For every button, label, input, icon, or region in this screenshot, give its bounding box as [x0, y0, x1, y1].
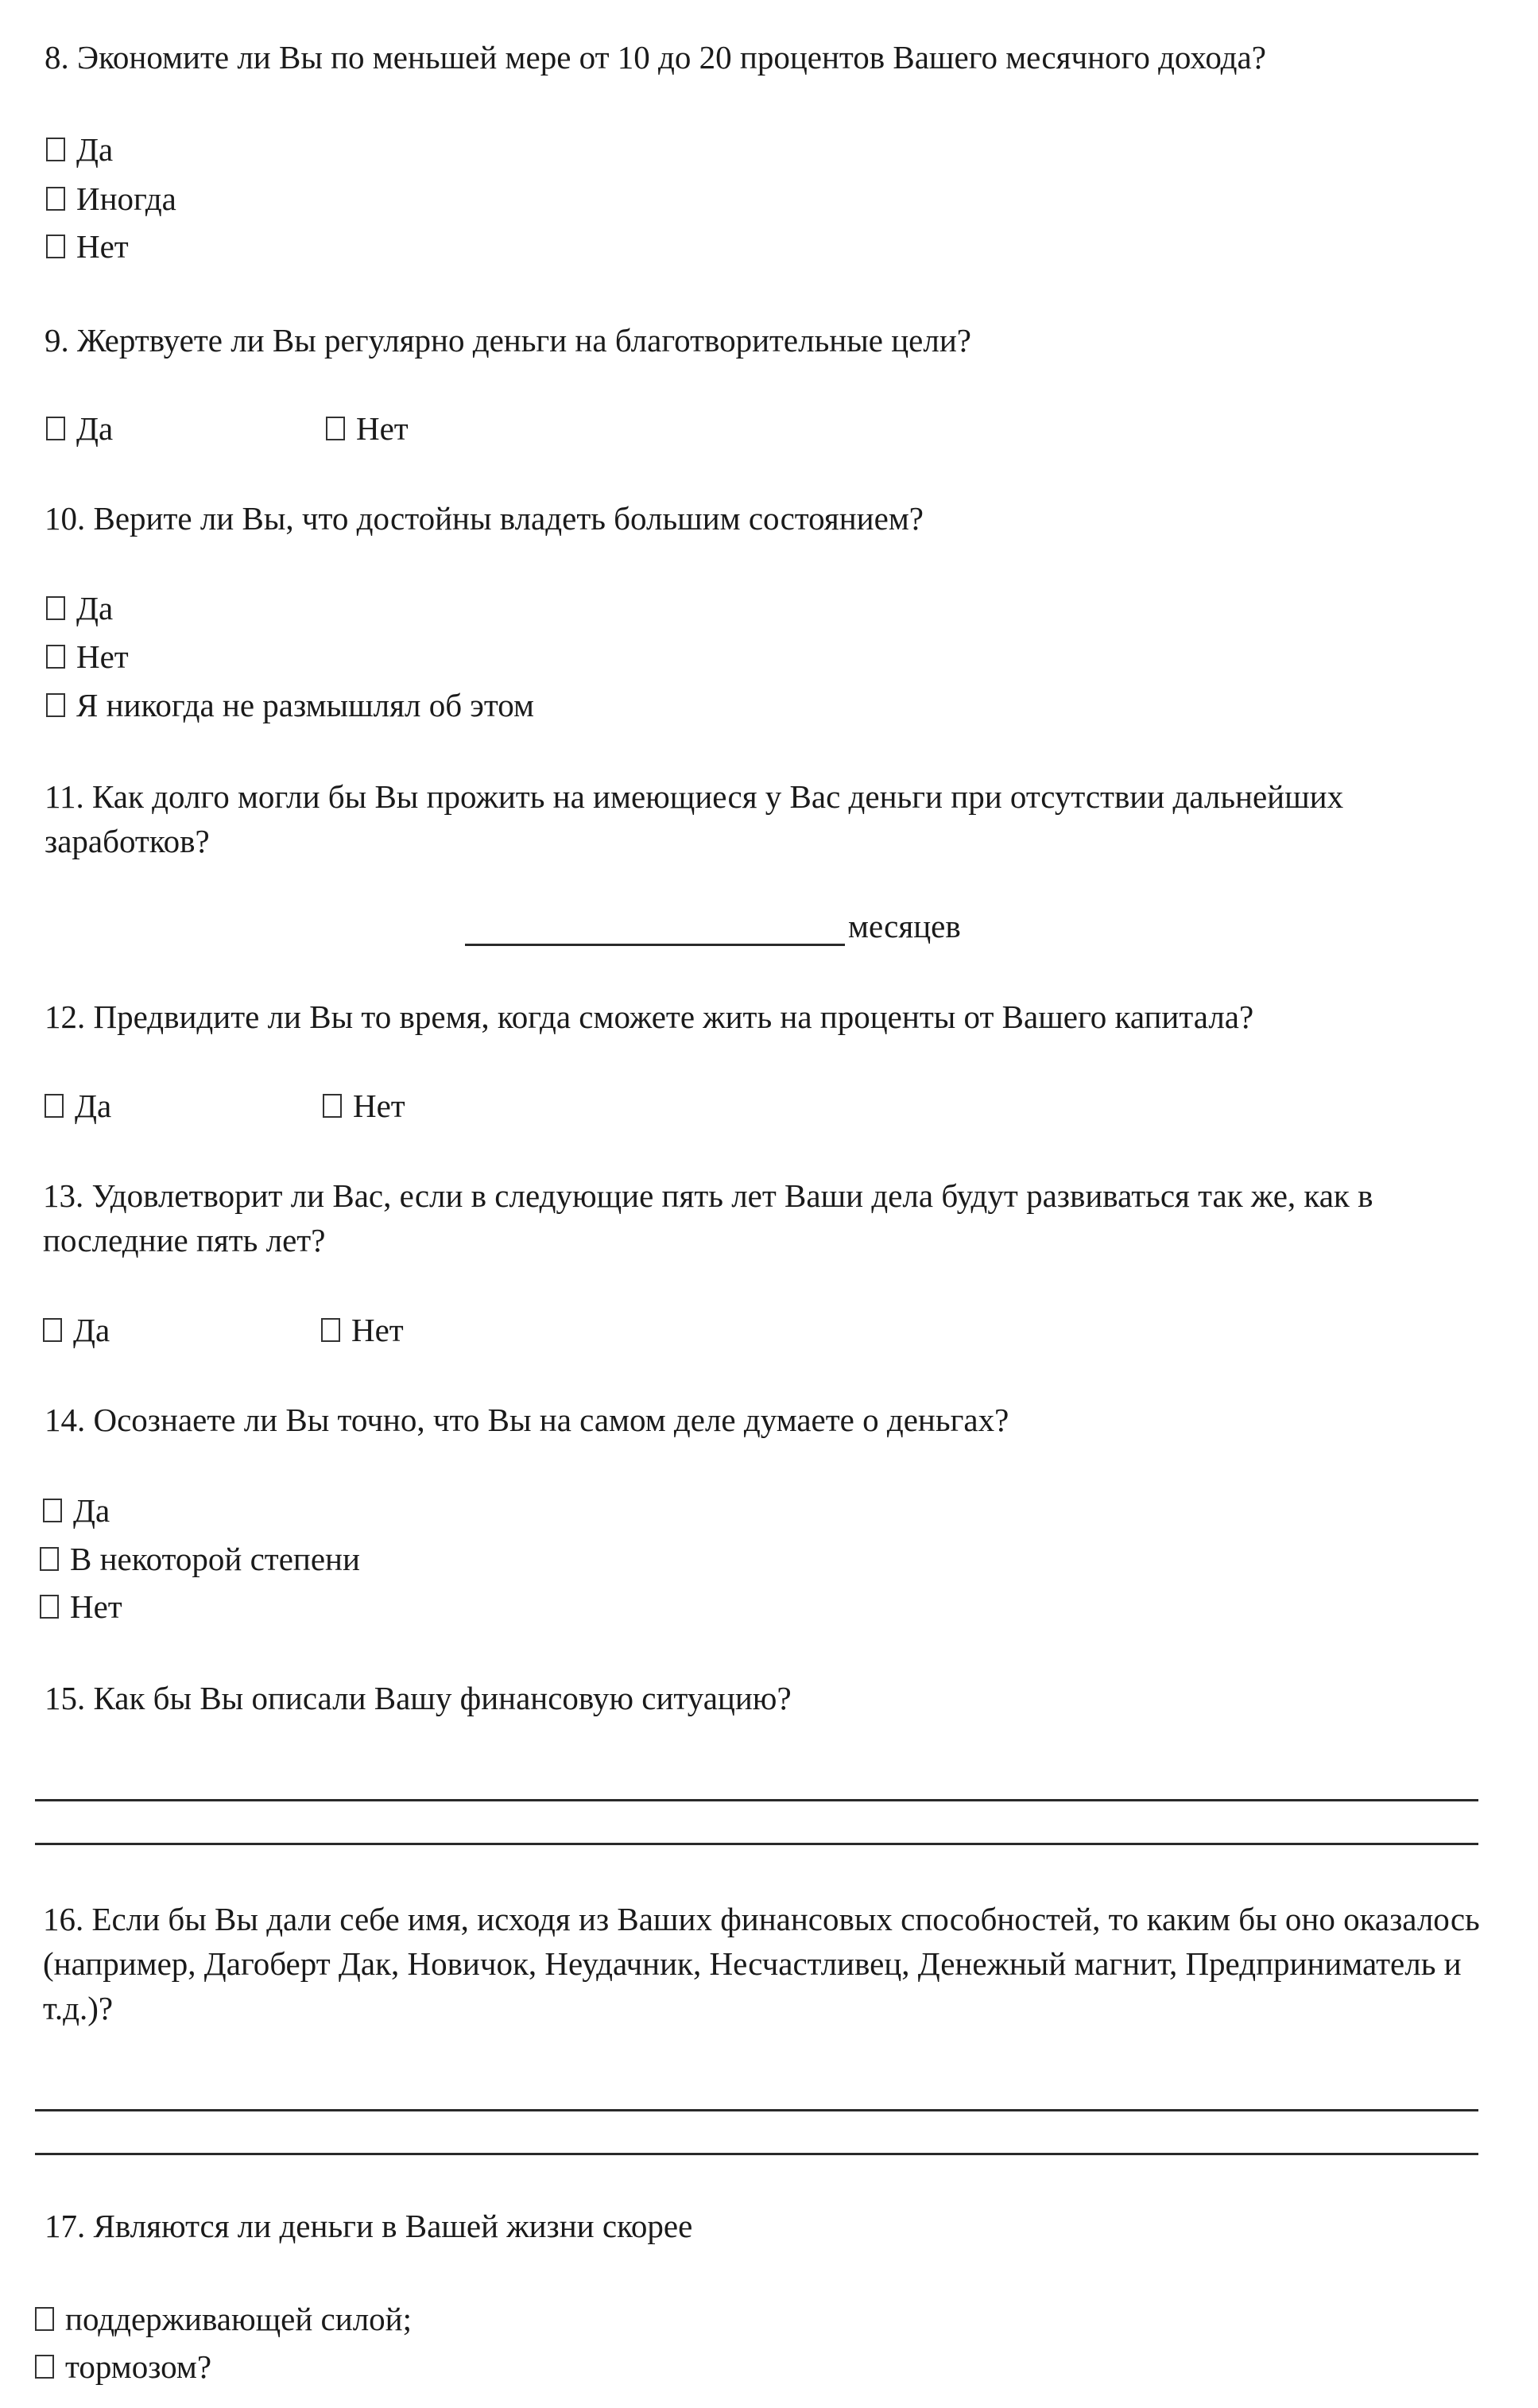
q14-option-yes[interactable]: Да — [43, 1491, 110, 1530]
question-17: 17. Являются ли деньги в Вашей жизни скорее — [45, 2208, 693, 2244]
checkbox-icon[interactable] — [46, 645, 65, 669]
q16-answer-line-1[interactable] — [35, 2109, 1478, 2111]
checkbox-icon[interactable] — [43, 1499, 62, 1522]
question-14: 14. Осознаете ли Вы точно, что Вы на самом деле думаете о деньгах? — [45, 1402, 1009, 1438]
question-13: 13. Удовлетворит ли Вас, если в следующие пять лет Ваши дела будут развиваться так же, как в последние пять лет? — [43, 1177, 1373, 1258]
question-10: 10. Верите ли Вы, что достойны владеть большим состоянием? — [45, 500, 924, 537]
checkbox-icon[interactable] — [326, 417, 345, 440]
q17-option-support[interactable]: поддерживающей силой; — [35, 2299, 412, 2339]
q16-answer-line-2[interactable] — [35, 2153, 1478, 2155]
q13-option-yes[interactable]: Да — [43, 1310, 110, 1350]
checkbox-icon[interactable] — [321, 1318, 340, 1342]
q14-option-somewhat[interactable]: В некоторой степени — [40, 1539, 360, 1579]
checkbox-icon[interactable] — [35, 2307, 54, 2331]
question-15: 15. Как бы Вы описали Вашу финансовую ситуацию? — [45, 1680, 792, 1716]
question-8: 8. Экономите ли Вы по меньшей мере от 10 до 20 процентов Вашего месячного дохода? — [45, 39, 1266, 76]
checkbox-icon[interactable] — [323, 1094, 342, 1118]
question-16: 16. Если бы Вы дали себе имя, исходя из Ваших финансовых способностей, то каким бы оно оказалось (например, Дагоберт Дак, Новичок, Неудачник, Несчастливец, Денежный магнит, Предприниматель и т.д.)? — [43, 1901, 1480, 2026]
checkbox-icon[interactable] — [40, 1547, 59, 1571]
checkbox-icon[interactable] — [45, 1094, 64, 1118]
q10-option-never-thought[interactable]: Я никогда не размышлял об этом — [46, 685, 534, 725]
q15-answer-line-2[interactable] — [35, 1843, 1478, 1845]
q9-option-yes[interactable]: Да — [46, 409, 113, 448]
q11-months-answer — [465, 906, 961, 946]
checkbox-icon[interactable] — [35, 2355, 54, 2379]
months-unit: месяцев — [848, 908, 961, 944]
q10-option-yes[interactable]: Да — [46, 588, 113, 628]
checkbox-icon[interactable] — [46, 417, 65, 440]
q9-option-no[interactable]: Нет — [326, 409, 409, 448]
q8-option-no[interactable]: Нет — [46, 227, 129, 266]
checkbox-icon[interactable] — [46, 187, 65, 211]
q12-option-no[interactable]: Нет — [323, 1086, 405, 1126]
q17-option-brake[interactable]: тормозом? — [35, 2347, 211, 2387]
q8-option-yes[interactable]: Да — [46, 130, 113, 169]
checkbox-icon[interactable] — [43, 1318, 62, 1342]
q8-option-sometimes[interactable]: Иногда — [46, 179, 176, 219]
checkbox-icon[interactable] — [46, 596, 65, 620]
question-9: 9. Жертвуете ли Вы регулярно деньги на благотворительные цели? — [45, 322, 971, 359]
q10-option-no[interactable]: Нет — [46, 637, 129, 677]
checkbox-icon[interactable] — [46, 693, 65, 717]
question-11: 11. Как долго могли бы Вы прожить на имеющиеся у Вас деньги при отсутствии дальнейших заработков? — [45, 778, 1344, 859]
checkbox-icon[interactable] — [40, 1595, 59, 1619]
q15-answer-line-1[interactable] — [35, 1799, 1478, 1801]
checkbox-icon[interactable] — [46, 138, 65, 161]
q12-option-yes[interactable]: Да — [45, 1086, 111, 1126]
checkbox-icon[interactable] — [46, 235, 65, 258]
q14-option-no[interactable]: Нет — [40, 1587, 122, 1627]
question-12: 12. Предвидите ли Вы то время, когда сможете жить на проценты от Вашего капитала? — [45, 998, 1254, 1035]
q13-option-no[interactable]: Нет — [321, 1310, 404, 1350]
months-input-line[interactable] — [465, 912, 845, 946]
